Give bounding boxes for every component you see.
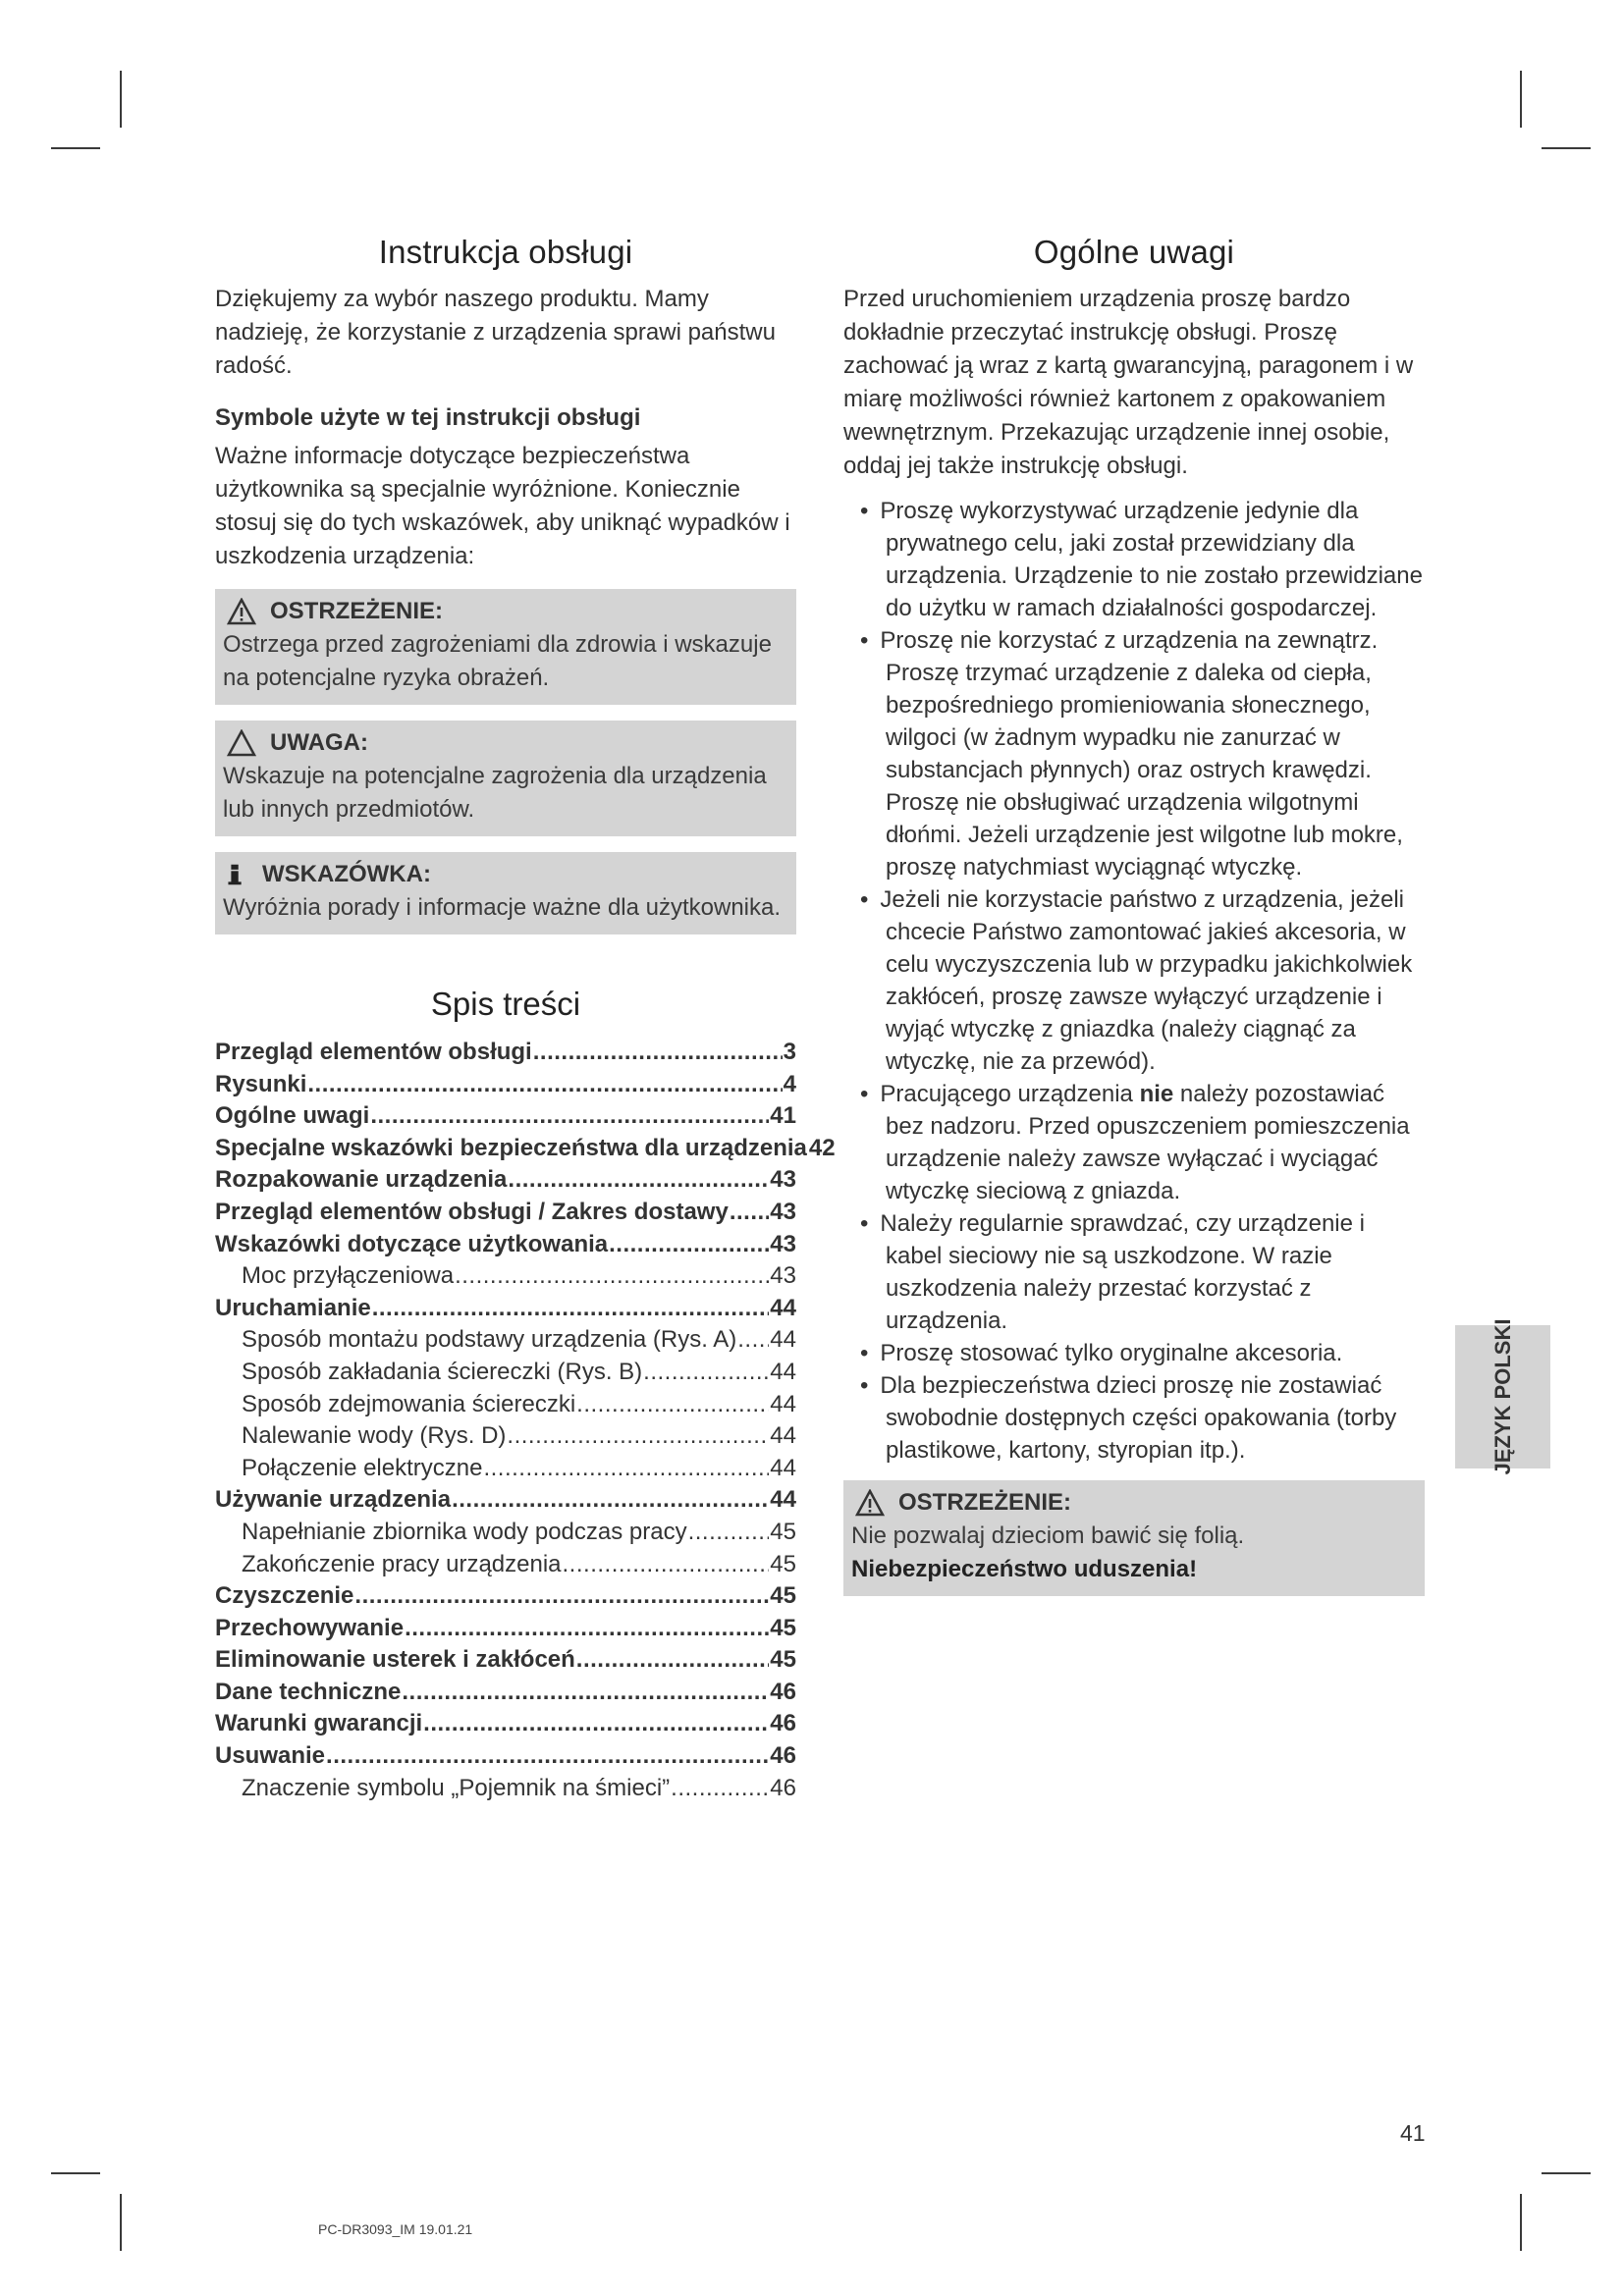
toc-entry (215, 1100, 796, 1133)
info-icon (227, 861, 248, 888)
intro-text: Dziękujemy za wybór naszego produktu. Mamy nadzieję, że korzystanie z urządzenia sprawi państwu radość. (215, 286, 776, 379)
toc-entry (215, 1773, 796, 1805)
toc-entry (215, 1453, 796, 1485)
toc-entry (215, 1197, 796, 1229)
toc-leader-dots (508, 1164, 769, 1197)
toc-entry-page: 43 (770, 1262, 796, 1290)
crop-mark (120, 2194, 122, 2251)
toc-entry-page: 4 (783, 1070, 796, 1097)
note-warning-text: Ostrzega przed zagrożeniami dla zdrowia i wskazuje na potencjalne ryzyka obrażeń. (223, 631, 772, 691)
crop-mark (1542, 2172, 1591, 2174)
child-warning-text (851, 1520, 1417, 1586)
note-caution (215, 721, 796, 836)
toc-entry-title: Usuwanie (215, 1742, 326, 1770)
toc-entry (215, 1549, 796, 1581)
toc-entry (215, 1069, 796, 1101)
general-notes-title: Ogólne uwagi (1033, 234, 1235, 270)
symbols-text: Ważne informacje dotyczące bezpieczeństwa użytkownika są specjalnie wyróżnione. Koniecznie stosuj się do tych wskazówek, aby uniknąć wypadków i uszkodzenia urządzenia: (215, 443, 790, 569)
safety-bullet-list (843, 495, 1425, 1467)
toc-entry (215, 1229, 796, 1261)
table-of-contents (215, 1037, 836, 1804)
toc-entry (215, 1389, 796, 1421)
toc-entry (215, 1644, 796, 1677)
note-hint-label: WSKAZÓWKA: (262, 861, 431, 887)
toc-entry-title: Znaczenie symbolu „Pojemnik na śmieci” (242, 1774, 671, 1801)
toc-entry (215, 1324, 796, 1357)
child-warning (843, 1480, 1425, 1596)
toc-entry (215, 1484, 796, 1517)
child-warning-bold: Niebezpieczeństwo uduszenia! (851, 1556, 1198, 1582)
toc-entry (215, 1740, 796, 1773)
toc-entry (215, 1517, 796, 1549)
toc-entry (215, 1580, 796, 1613)
toc-entry-title: Rysunki (215, 1070, 307, 1097)
toc-entry-page: 41 (770, 1102, 796, 1130)
toc-entry-page: 44 (770, 1390, 796, 1417)
safety-bullet (843, 1078, 1425, 1207)
toc-entry-page: 43 (770, 1166, 796, 1194)
toc-entry-title: Sposób zakładania ściereczki (Rys. B) (242, 1358, 643, 1385)
toc-entry-page: 44 (770, 1326, 796, 1354)
toc-entry (215, 1164, 796, 1197)
crop-mark (1542, 147, 1591, 149)
toc-entry-page: 45 (770, 1518, 796, 1545)
toc-entry (215, 1677, 796, 1709)
toc-entry-page: 46 (770, 1742, 796, 1770)
toc-leader-dots (576, 1644, 770, 1677)
toc-entry (215, 1037, 796, 1069)
toc-entry-title: Ogólne uwagi (215, 1102, 370, 1130)
toc-leader-dots (533, 1037, 783, 1069)
toc-entry-page: 44 (770, 1294, 796, 1321)
toc-title: Spis treści (430, 986, 581, 1022)
toc-entry-title: Zakończenie pracy urządzenia (242, 1550, 562, 1577)
toc-entry-title: Dane techniczne (215, 1678, 402, 1705)
toc-entry-title: Nalewanie wody (Rys. D) (242, 1422, 507, 1450)
toc-leader-dots (563, 1549, 770, 1581)
left-column (215, 234, 836, 1804)
manual-title: Instrukcja obsługi (378, 234, 633, 270)
toc-leader-dots (455, 1260, 769, 1293)
toc-entry-title: Połączenie elektryczne (242, 1454, 483, 1481)
toc-leader-dots (730, 1197, 769, 1229)
toc-entry-page: 44 (770, 1422, 796, 1450)
toc-entry-title: Rozpakowanie urządzenia (215, 1166, 508, 1194)
general-notes-intro: Przed uruchomieniem urządzenia proszę bardzo dokładnie przeczytać instrukcję obsługi. Proszę zachować ją wraz z kartą gwarancyjną, paragonem i w miarę możliwości również kartonem z opakowaniem wewnętrznym. Przekazując urządzenie innej osobie, oddaj jej także instrukcję obsługi. (843, 286, 1414, 479)
toc-entry (215, 1708, 796, 1740)
toc-leader-dots (576, 1389, 769, 1421)
child-warning-plain: Nie pozwalaj dzieciom bawić się folią. (851, 1522, 1245, 1549)
toc-entry-page: 46 (770, 1678, 796, 1705)
toc-entry (215, 1420, 796, 1453)
bullet-text: Pracującego urządzenia (880, 1081, 1140, 1107)
safety-bullet: • Należy regularnie sprawdzać, czy urządzenie i kabel sieciowy nie są uszkodzone. W razie uszkodzenia należy przestać korzystać z urządzenia. (843, 1207, 1425, 1337)
toc-entry (215, 1293, 796, 1325)
toc-entry-page: 45 (770, 1614, 796, 1641)
safety-bullet: • Dla bezpieczeństwa dzieci proszę nie zostawiać swobodnie dostępnych części opakowania (torby plastikowe, kartony, styropian itp.). (843, 1369, 1425, 1467)
page-number: 41 (1400, 2120, 1426, 2146)
toc-leader-dots (307, 1069, 782, 1101)
toc-leader-dots (402, 1677, 769, 1709)
toc-entry-page: 45 (770, 1582, 796, 1610)
toc-entry-page: 42 (808, 1134, 836, 1161)
toc-entry-title: Wskazówki dotyczące użytkowania (215, 1230, 609, 1257)
note-caution-text: Wskazuje na potencjalne zagrożenia dla urządzenia lub innych przedmiotów. (223, 763, 767, 823)
language-tab-label: JĘZYK POLSKI (1489, 1318, 1515, 1475)
toc-entry-page: 46 (770, 1774, 796, 1801)
toc-leader-dots (507, 1420, 769, 1453)
toc-entry (215, 1613, 796, 1645)
toc-entry-page: 46 (770, 1710, 796, 1737)
toc-entry (215, 1357, 796, 1389)
toc-entry-title: Warunki gwarancji (215, 1710, 423, 1737)
toc-entry-title: Specjalne wskazówki bezpieczeństwa dla urządzenia (215, 1134, 807, 1161)
toc-entry (215, 1260, 796, 1293)
toc-leader-dots (354, 1580, 769, 1613)
toc-leader-dots (609, 1229, 769, 1261)
warning-filled-icon (855, 1489, 885, 1517)
note-hint (215, 852, 796, 934)
note-hint-text: Wyróżnia porady i informacje ważne dla użytkownika. (223, 894, 782, 921)
note-caution-label: UWAGA: (270, 729, 368, 756)
safety-bullet: • Proszę stosować tylko oryginalne akcesoria. (843, 1337, 1425, 1369)
toc-leader-dots (423, 1708, 769, 1740)
warning-outline-icon (227, 729, 256, 757)
note-warning-label: OSTRZEŻENIE: (270, 598, 444, 624)
symbols-heading: Symbole użyte w tej instrukcji obsługi (215, 404, 641, 431)
toc-leader-dots (737, 1324, 769, 1357)
toc-entry-title: Sposób zdejmowania ściereczki (242, 1390, 576, 1417)
crop-mark (51, 2172, 100, 2174)
toc-entry (215, 1133, 836, 1165)
toc-entry-page: 45 (770, 1646, 796, 1674)
toc-entry-page: 43 (770, 1230, 796, 1257)
toc-entry-title: Używanie urządzenia (215, 1486, 452, 1514)
toc-leader-dots (452, 1484, 769, 1517)
toc-leader-dots (688, 1517, 770, 1549)
crop-mark (51, 147, 100, 149)
toc-entry-page: 44 (770, 1486, 796, 1514)
toc-leader-dots (326, 1740, 769, 1773)
toc-entry-title: Czyszczenie (215, 1582, 354, 1610)
note-warning (215, 589, 796, 705)
right-column (843, 234, 1425, 1596)
toc-leader-dots (483, 1453, 769, 1485)
crop-mark (120, 71, 122, 128)
toc-entry-page: 44 (770, 1358, 796, 1385)
safety-bullet: • Proszę wykorzystywać urządzenie jedynie dla prywatnego celu, jaki został przewidziany dla urządzenia. Urządzenie to nie zostało przewidziane do użytku w ramach działalności gospodarczej. (843, 495, 1425, 624)
toc-entry-title: Przechowywanie (215, 1614, 405, 1641)
safety-bullet: • Jeżeli nie korzystacie państwo z urządzenia, jeżeli chcecie Państwo zamontować jakieś akcesoria, w celu wyczyszczenia lub w przypadku jakichkolwiek zakłóceń, proszę zawsze wyłączyć urządzenie i wyjąć wtyczkę z gniazdka (należy ciągnąć za wtyczkę, nie za przewód). (843, 883, 1425, 1078)
safety-bullet: • Proszę nie korzystać z urządzenia na zewnątrz. Proszę trzymać urządzenie z daleka od ciepła, bezpośredniego promieniowania słonecznego, wilgoci (w żadnym wypadku nie zanurzać w substancjach płynnych) oraz ostrych krawędzi. Proszę nie obsługiwać urządzenia wilgotnymi dłońmi. Jeżeli urządzenie jest wilgotne lub mokre, proszę natychmiast wyciągnąć wtyczkę. (843, 624, 1425, 883)
toc-entry-title: Napełnianie zbiornika wody podczas pracy (242, 1518, 687, 1545)
child-warning-label: OSTRZEŻENIE: (898, 1489, 1072, 1516)
toc-entry-title: Uruchamianie (215, 1294, 371, 1321)
toc-entry-page: 45 (770, 1550, 796, 1577)
toc-entry-page: 44 (770, 1454, 796, 1481)
toc-entry-title: Przegląd elementów obsługi (215, 1039, 532, 1065)
toc-entry-page: 43 (770, 1198, 796, 1225)
footer-doc-id: PC-DR3093_IM 19.01.21 (318, 2221, 473, 2237)
toc-entry-title: Przegląd elementów obsługi / Zakres dostawy (215, 1198, 729, 1225)
toc-leader-dots (372, 1293, 770, 1325)
toc-leader-dots (405, 1613, 769, 1645)
bullet-text: należy pozostawiać bez nadzoru. Przed opuszczeniem pomieszczenia urządzenie należy zawsze wyłączać i wyciągać wtyczkę sieciową z gniazda. (886, 1081, 1410, 1204)
toc-entry-title: Sposób montażu podstawy urządzenia (Rys. A) (242, 1326, 737, 1354)
toc-entry-title: Eliminowanie usterek i zakłóceń (215, 1646, 575, 1674)
toc-leader-dots (370, 1100, 769, 1133)
crop-mark (1520, 71, 1522, 128)
toc-leader-dots (671, 1773, 769, 1805)
warning-filled-icon (227, 598, 256, 625)
toc-leader-dots (643, 1357, 769, 1389)
toc-entry-title: Moc przyłączeniowa (242, 1262, 455, 1290)
language-tab (1455, 1318, 1550, 1475)
bullet-emphasis: nie (1139, 1081, 1174, 1107)
crop-mark (1520, 2194, 1522, 2251)
toc-entry-page: 3 (783, 1039, 796, 1065)
